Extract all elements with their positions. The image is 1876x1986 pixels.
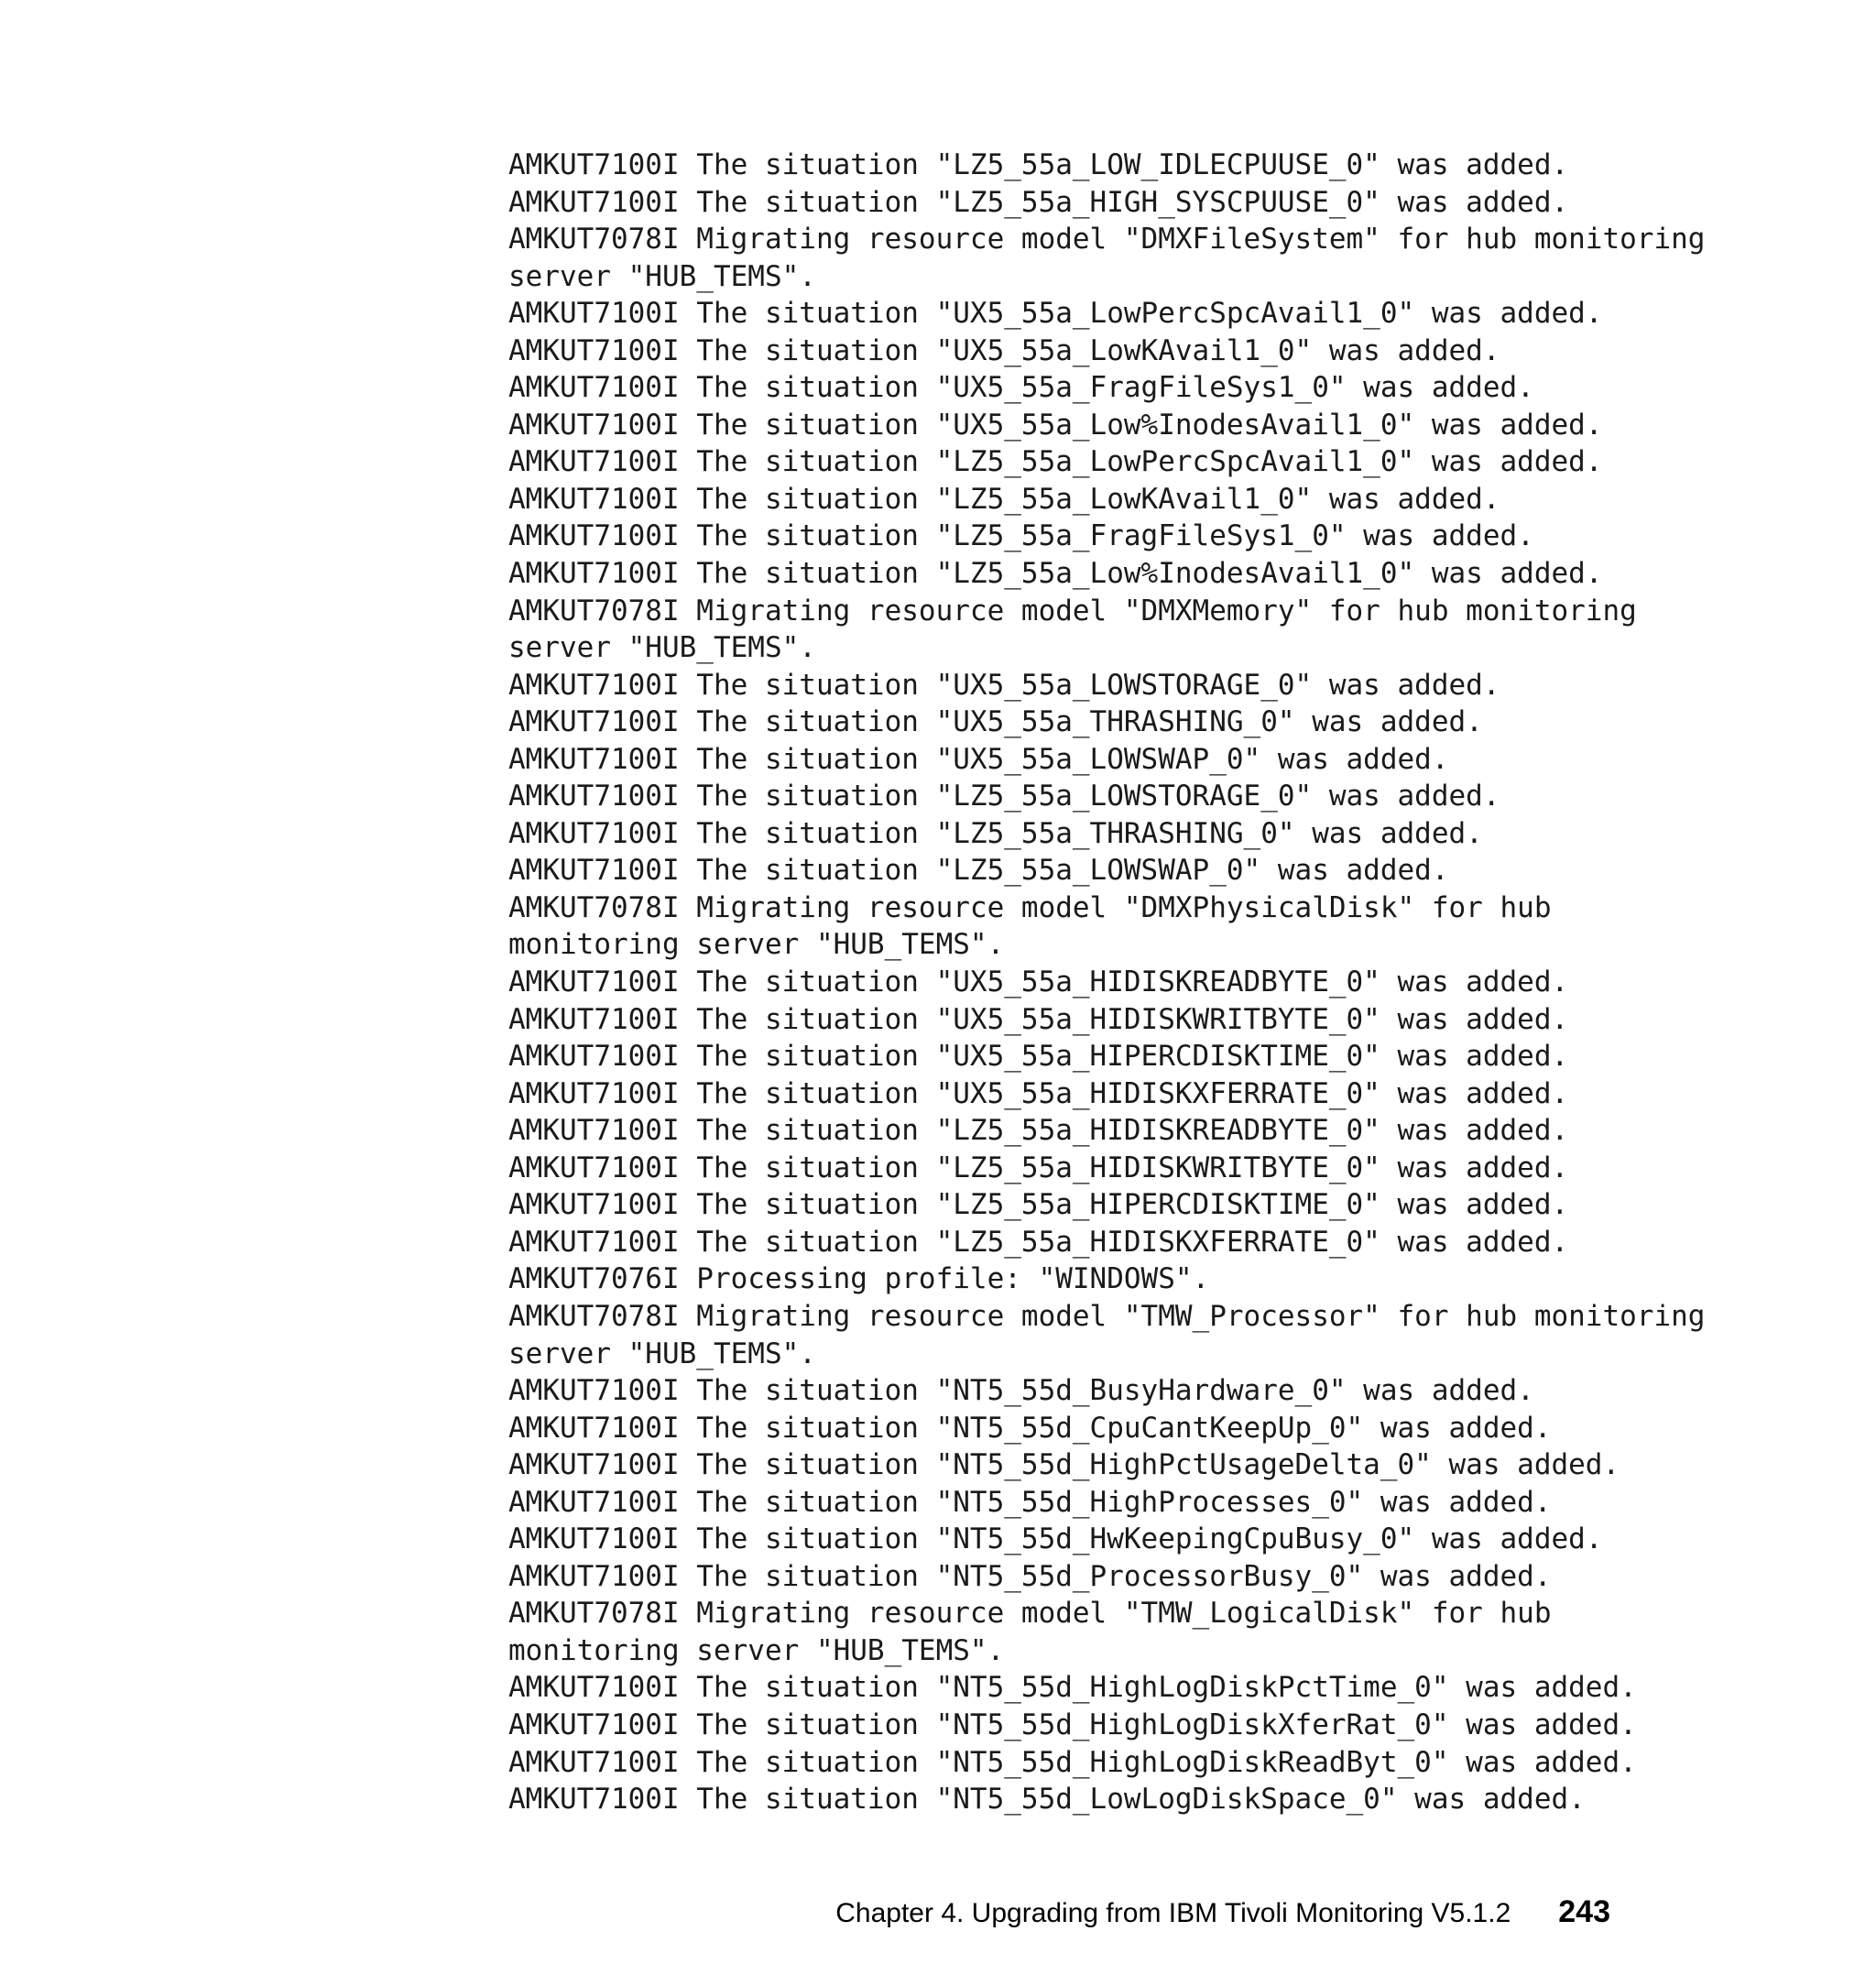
log-line: AMKUT7100I The situation "NT5_55d_BusyHardware_0" was added. <box>508 1374 1534 1408</box>
log-line: AMKUT7100I The situation "UX5_55a_Low%InodesAvail1_0" was added. <box>508 408 1603 442</box>
log-line: AMKUT7100I The situation "UX5_55a_FragFileSys1_0" was added. <box>508 371 1534 405</box>
log-line: AMKUT7100I The situation "LZ5_55a_LOW_IDLECPUUSE_0" was added. <box>508 148 1569 181</box>
log-line: monitoring server "HUB_TEMS". <box>508 928 1005 962</box>
log-line: AMKUT7078I Migrating resource model "TMW_Processor" for hub monitoring <box>508 1299 1706 1333</box>
log-line: AMKUT7100I The situation "LZ5_55a_LOWSWAP_0" was added. <box>508 854 1449 888</box>
log-line: AMKUT7100I The situation "NT5_55d_ProcessorBusy_0" was added. <box>508 1559 1552 1593</box>
log-output <box>508 147 1705 1818</box>
log-line: AMKUT7100I The situation "LZ5_55a_HIGH_SYSCPUUSE_0" was added. <box>508 185 1569 219</box>
log-line: AMKUT7100I The situation "LZ5_55a_HIDISKREADBYTE_0" was added. <box>508 1114 1569 1148</box>
log-line: AMKUT7100I The situation "LZ5_55a_LOWSTORAGE_0" was added. <box>508 780 1500 813</box>
log-line: AMKUT7100I The situation "LZ5_55a_HIDISKWRITBYTE_0" was added. <box>508 1151 1569 1184</box>
log-line: server "HUB_TEMS". <box>508 1337 816 1370</box>
log-line: AMKUT7100I The situation "NT5_55d_HwKeepingCpuBusy_0" was added. <box>508 1522 1603 1556</box>
log-line: AMKUT7100I The situation "UX5_55a_THRASHING_0" was added. <box>508 705 1483 739</box>
log-line: server "HUB_TEMS". <box>508 259 816 293</box>
log-line: AMKUT7100I The situation "NT5_55d_HighLogDiskXferRat_0" was added. <box>508 1708 1637 1741</box>
log-line: AMKUT7100I The situation "NT5_55d_HighLogDiskPctTime_0" was added. <box>508 1671 1637 1705</box>
log-line: AMKUT7100I The situation "NT5_55d_HighPctUsageDelta_0" was added. <box>508 1448 1620 1482</box>
log-line: AMKUT7078I Migrating resource model "TMW_LogicalDisk" for hub <box>508 1597 1552 1631</box>
log-line: AMKUT7100I The situation "UX5_55a_HIDISKWRITBYTE_0" was added. <box>508 1002 1569 1036</box>
page-number: 243 <box>1558 1894 1610 1929</box>
log-line: AMKUT7100I The situation "NT5_55d_HighLogDiskReadByt_0" was added. <box>508 1745 1637 1779</box>
log-line: monitoring server "HUB_TEMS". <box>508 1633 1005 1667</box>
log-line: AMKUT7100I The situation "LZ5_55a_LowKAvail1_0" was added. <box>508 482 1500 516</box>
log-line: AMKUT7100I The situation "LZ5_55a_Low%InodesAvail1_0" was added. <box>508 557 1603 591</box>
log-line: server "HUB_TEMS". <box>508 631 816 665</box>
log-line: AMKUT7100I The situation "UX5_55a_HIDISKREADBYTE_0" was added. <box>508 966 1569 999</box>
log-line: AMKUT7100I The situation "UX5_55a_LowKAvail1_0" was added. <box>508 333 1500 367</box>
log-line: AMKUT7100I The situation "LZ5_55a_HIPERCDISKTIME_0" was added. <box>508 1188 1569 1222</box>
page-footer <box>835 1894 1610 1930</box>
log-line: AMKUT7100I The situation "LZ5_55a_FragFileSys1_0" was added. <box>508 519 1534 553</box>
log-line: AMKUT7100I The situation "NT5_55d_LowLogDiskSpace_0" was added. <box>508 1783 1586 1817</box>
log-line: AMKUT7100I The situation "NT5_55d_CpuCantKeepUp_0" was added. <box>508 1411 1552 1445</box>
log-line: AMKUT7078I Migrating resource model "DMXFileSystem" for hub monitoring <box>508 223 1706 256</box>
log-line: AMKUT7100I The situation "UX5_55a_HIPERCDISKTIME_0" was added. <box>508 1040 1569 1074</box>
log-line: AMKUT7100I The situation "LZ5_55a_HIDISKXFERRATE_0" was added. <box>508 1225 1569 1259</box>
log-line: AMKUT7100I The situation "LZ5_55a_THRASHING_0" was added. <box>508 816 1483 850</box>
log-line: AMKUT7100I The situation "UX5_55a_LOWSWAP_0" was added. <box>508 742 1449 776</box>
footer-chapter-title: Chapter 4. Upgrading from IBM Tivoli Monitoring V5.1.2 <box>835 1898 1511 1928</box>
log-line: AMKUT7100I The situation "NT5_55d_HighProcesses_0" was added. <box>508 1485 1552 1519</box>
log-line: AMKUT7100I The situation "LZ5_55a_LowPercSpcAvail1_0" was added. <box>508 445 1603 479</box>
log-line: AMKUT7100I The situation "UX5_55a_HIDISKXFERRATE_0" was added. <box>508 1076 1569 1110</box>
log-line: AMKUT7078I Migrating resource model "DMXMemory" for hub monitoring <box>508 594 1637 627</box>
log-line: AMKUT7078I Migrating resource model "DMXPhysicalDisk" for hub <box>508 890 1552 924</box>
log-line: AMKUT7100I The situation "UX5_55a_LOWSTORAGE_0" was added. <box>508 668 1500 702</box>
log-line: AMKUT7076I Processing profile: "WINDOWS". <box>508 1262 1210 1296</box>
log-line: AMKUT7100I The situation "UX5_55a_LowPercSpcAvail1_0" was added. <box>508 297 1603 331</box>
